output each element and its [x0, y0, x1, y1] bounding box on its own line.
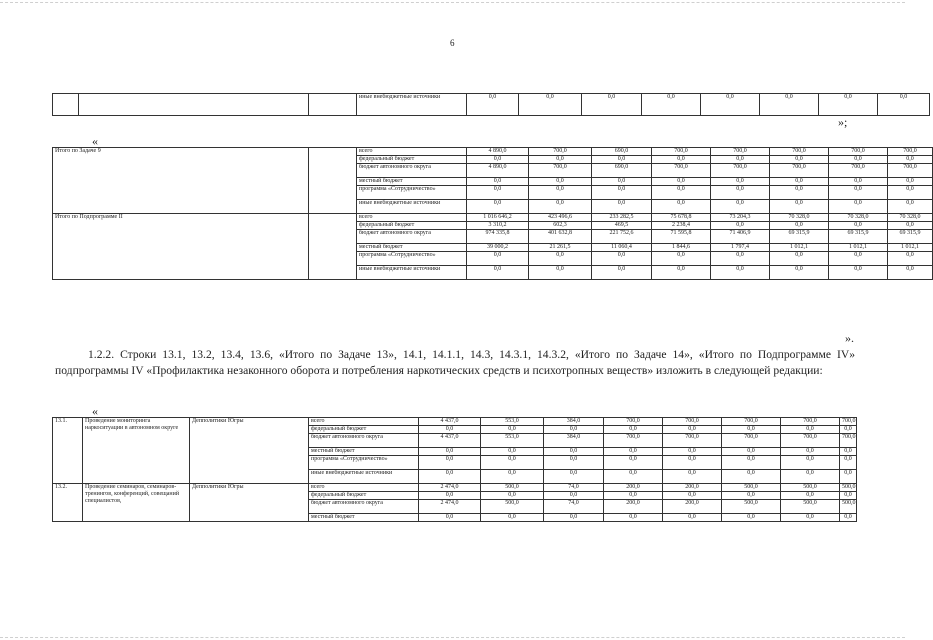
value-cell: 0,0 [652, 252, 711, 266]
row-label: программа «Сотрудничество» [309, 456, 419, 470]
value-cell: 0,0 [582, 94, 642, 116]
value-cell: 0,0 [544, 456, 604, 470]
value-cell: 0,0 [878, 94, 930, 116]
value-cell: 0,0 [467, 200, 529, 214]
value-cell: 200,0 [604, 484, 663, 492]
value-cell: 0,0 [770, 266, 829, 280]
value-cell: 700,0 [770, 148, 829, 156]
value-cell: 233 282,5 [592, 214, 652, 222]
value-cell: 700,0 [711, 164, 770, 178]
value-cell: 0,0 [604, 470, 663, 484]
value-cell: 0,0 [711, 178, 770, 186]
value-cell: 0,0 [529, 200, 592, 214]
table-row [53, 484, 857, 492]
value-cell: 0,0 [711, 266, 770, 280]
value-cell: 0,0 [829, 252, 888, 266]
value-cell: 0,0 [781, 492, 840, 500]
value-cell: 2 474,0 [419, 484, 481, 492]
value-cell: 0,0 [888, 266, 933, 280]
value-cell: 0,0 [592, 266, 652, 280]
value-cell: 0,0 [840, 456, 857, 470]
value-cell: 0,0 [592, 178, 652, 186]
row-label: федеральный бюджет [357, 222, 467, 230]
row-label: всего [357, 214, 467, 222]
value-cell: 0,0 [652, 178, 711, 186]
cell-empty [79, 94, 309, 116]
row-label: программа «Сотрудничество» [357, 252, 467, 266]
group-name: Итого по Подпрограмме II [53, 214, 309, 280]
amendment-paragraph [55, 347, 855, 379]
activity-name: Проведение семинаров, семинаров-тренингов, конференций, совещаний специалистов, [83, 484, 190, 522]
value-cell: 700,0 [840, 418, 857, 426]
value-cell: 0,0 [419, 426, 481, 434]
value-cell: 2 238,4 [652, 222, 711, 230]
value-cell: 200,0 [663, 484, 722, 492]
value-cell: 0,0 [770, 200, 829, 214]
table-row [53, 214, 933, 222]
value-cell: 0,0 [419, 492, 481, 500]
row-label: местный бюджет [309, 514, 419, 522]
value-cell: 0,0 [711, 222, 770, 230]
value-cell: 0,0 [840, 426, 857, 434]
value-cell: 700,0 [652, 164, 711, 178]
row-label: местный бюджет [357, 244, 467, 252]
value-cell: 0,0 [711, 200, 770, 214]
opening-quote: « [92, 404, 98, 418]
value-cell: 69 315,9 [829, 230, 888, 244]
value-cell: 0,0 [592, 186, 652, 200]
value-cell: 0,0 [770, 252, 829, 266]
closing-quote: ». [845, 331, 854, 345]
value-cell: 11 060,4 [592, 244, 652, 252]
value-cell: 70 328,0 [888, 214, 933, 222]
value-cell: 0,0 [770, 222, 829, 230]
value-cell: 0,0 [829, 266, 888, 280]
value-cell: 0,0 [829, 222, 888, 230]
value-cell: 0,0 [781, 470, 840, 484]
value-cell: 1 012,1 [770, 244, 829, 252]
group-name: Итого по Задаче 9 [53, 148, 309, 214]
value-cell: 200,0 [604, 500, 663, 514]
value-cell: 0,0 [519, 94, 582, 116]
value-cell: 0,0 [467, 266, 529, 280]
page-number: 6 [450, 38, 455, 48]
value-cell: 4 437,0 [419, 418, 481, 426]
value-cell: 700,0 [888, 148, 933, 156]
value-cell: 3 310,2 [467, 222, 529, 230]
value-cell: 0,0 [663, 470, 722, 484]
value-cell: 0,0 [592, 252, 652, 266]
value-cell: 4 437,0 [419, 434, 481, 448]
value-cell: 700,0 [711, 148, 770, 156]
value-cell: 0,0 [722, 456, 781, 470]
value-cell: 0,0 [642, 94, 701, 116]
value-cell: 2 474,0 [419, 500, 481, 514]
value-cell: 0,0 [770, 186, 829, 200]
value-cell: 0,0 [888, 156, 933, 164]
value-cell: 0,0 [604, 426, 663, 434]
value-cell: 0,0 [663, 492, 722, 500]
value-cell: 1 797,4 [711, 244, 770, 252]
row-label: иные внебюджетные источники [357, 94, 467, 116]
value-cell: 0,0 [652, 266, 711, 280]
value-cell: 69 315,9 [770, 230, 829, 244]
value-cell: 1 016 646,2 [467, 214, 529, 222]
value-cell: 0,0 [711, 156, 770, 164]
value-cell: 700,0 [604, 434, 663, 448]
cell-empty [309, 148, 357, 214]
value-cell: 0,0 [888, 178, 933, 186]
paragraph-text: 1.2.2. Строки 13.1, 13.2, 13.4, 13.6, «Итого по Задаче 13», 14.1, 14.1.1, 14.3, 14.3.1, 14.3.2, «Итого по Задаче 14», «Итого по Подпрограмме IV» подпрограммы IV «Профилактика незаконного оборота и потребления наркотических средств и психотропных веществ» изложить в следующей редакции: [55, 348, 855, 377]
value-cell: 0,0 [529, 186, 592, 200]
value-cell: 974 335,8 [467, 230, 529, 244]
value-cell: 0,0 [544, 492, 604, 500]
value-cell: 384,0 [544, 434, 604, 448]
value-cell: 74,0 [544, 500, 604, 514]
value-cell: 1 012,1 [888, 244, 933, 252]
value-cell: 0,0 [604, 492, 663, 500]
value-cell: 700,0 [781, 434, 840, 448]
table-row [53, 418, 857, 426]
value-cell: 0,0 [663, 456, 722, 470]
value-cell: 0,0 [467, 156, 529, 164]
value-cell: 0,0 [701, 94, 760, 116]
value-cell: 700,0 [829, 148, 888, 156]
table-row [53, 148, 933, 156]
value-cell: 0,0 [481, 514, 544, 522]
value-cell: 0,0 [592, 200, 652, 214]
value-cell: 0,0 [467, 94, 519, 116]
value-cell: 0,0 [663, 448, 722, 456]
value-cell: 0,0 [829, 156, 888, 164]
value-cell: 0,0 [592, 156, 652, 164]
value-cell: 0,0 [652, 186, 711, 200]
value-cell: 0,0 [481, 426, 544, 434]
value-cell: 0,0 [840, 470, 857, 484]
value-cell: 700,0 [770, 164, 829, 178]
value-cell: 700,0 [888, 164, 933, 178]
value-cell: 700,0 [840, 434, 857, 448]
row-label: федеральный бюджет [357, 156, 467, 164]
value-cell: 0,0 [829, 178, 888, 186]
value-cell: 0,0 [604, 456, 663, 470]
row-label: бюджет автономного округа [357, 230, 467, 244]
value-cell: 0,0 [781, 448, 840, 456]
value-cell: 0,0 [829, 200, 888, 214]
value-cell: 700,0 [663, 418, 722, 426]
value-cell: 423 496,6 [529, 214, 592, 222]
value-cell: 0,0 [888, 200, 933, 214]
value-cell: 0,0 [781, 456, 840, 470]
value-cell: 70 328,0 [829, 214, 888, 222]
value-cell: 0,0 [781, 426, 840, 434]
value-cell: 700,0 [722, 434, 781, 448]
value-cell: 70 328,0 [770, 214, 829, 222]
value-cell: 401 632,8 [529, 230, 592, 244]
value-cell: 0,0 [711, 186, 770, 200]
value-cell: 221 752,6 [592, 230, 652, 244]
value-cell: 71 595,8 [652, 230, 711, 244]
value-cell: 21 261,5 [529, 244, 592, 252]
value-cell: 0,0 [544, 514, 604, 522]
value-cell: 71 406,9 [711, 230, 770, 244]
value-cell: 0,0 [529, 266, 592, 280]
value-cell: 4 890,0 [467, 164, 529, 178]
value-cell: 500,0 [722, 484, 781, 492]
value-cell: 0,0 [529, 178, 592, 186]
value-cell: 700,0 [604, 418, 663, 426]
value-cell: 0,0 [481, 448, 544, 456]
value-cell: 0,0 [652, 156, 711, 164]
executor: Депполитики Югры [190, 484, 309, 522]
scan-top-edge [0, 2, 905, 9]
row-label: иные внебюджетные источники [309, 470, 419, 484]
value-cell: 0,0 [840, 448, 857, 456]
value-cell: 700,0 [529, 164, 592, 178]
value-cell: 500,0 [781, 500, 840, 514]
value-cell: 0,0 [888, 252, 933, 266]
value-cell: 39 000,2 [467, 244, 529, 252]
value-cell: 0,0 [722, 492, 781, 500]
value-cell: 1 012,1 [829, 244, 888, 252]
value-cell: 500,0 [481, 484, 544, 492]
value-cell: 0,0 [604, 448, 663, 456]
value-cell: 700,0 [663, 434, 722, 448]
row-label: всего [357, 148, 467, 156]
value-cell: 0,0 [467, 186, 529, 200]
value-cell: 0,0 [481, 470, 544, 484]
value-cell: 0,0 [663, 514, 722, 522]
value-cell: 0,0 [467, 178, 529, 186]
value-cell: 0,0 [840, 492, 857, 500]
value-cell: 500,0 [840, 484, 857, 492]
totals-table [52, 147, 933, 280]
value-cell: 0,0 [722, 426, 781, 434]
value-cell: 500,0 [781, 484, 840, 492]
value-cell: 500,0 [481, 500, 544, 514]
row-label: всего [309, 418, 419, 426]
cell-empty [53, 94, 79, 116]
value-cell: 0,0 [652, 200, 711, 214]
row-number: 13.1. [53, 418, 83, 484]
value-cell: 700,0 [652, 148, 711, 156]
value-cell: 690,0 [592, 164, 652, 178]
scan-bottom-edge [0, 633, 905, 638]
activities-table [52, 417, 857, 522]
value-cell: 500,0 [722, 500, 781, 514]
value-cell: 0,0 [760, 94, 819, 116]
value-cell: 0,0 [888, 222, 933, 230]
value-cell: 0,0 [770, 156, 829, 164]
row-label: федеральный бюджет [309, 492, 419, 500]
value-cell: 0,0 [544, 470, 604, 484]
value-cell: 0,0 [467, 252, 529, 266]
value-cell: 73 204,3 [711, 214, 770, 222]
value-cell: 0,0 [840, 514, 857, 522]
value-cell: 75 678,8 [652, 214, 711, 222]
row-label: местный бюджет [309, 448, 419, 456]
value-cell: 500,0 [840, 500, 857, 514]
value-cell: 0,0 [829, 186, 888, 200]
table-row [53, 94, 930, 116]
value-cell: 0,0 [604, 514, 663, 522]
value-cell: 690,0 [592, 148, 652, 156]
row-number: 13.2. [53, 484, 83, 522]
value-cell: 700,0 [529, 148, 592, 156]
row-label: бюджет автономного округа [357, 164, 467, 178]
value-cell: 0,0 [722, 470, 781, 484]
row-label: бюджет автономного округа [309, 500, 419, 514]
row-label: иные внебюджетные источники [357, 266, 467, 280]
value-cell: 469,5 [592, 222, 652, 230]
value-cell: 700,0 [781, 418, 840, 426]
value-cell: 0,0 [481, 456, 544, 470]
value-cell: 0,0 [888, 186, 933, 200]
closing-quote: »; [838, 115, 848, 129]
value-cell: 0,0 [529, 156, 592, 164]
value-cell: 700,0 [722, 418, 781, 426]
value-cell: 700,0 [829, 164, 888, 178]
executor: Депполитики Югры [190, 418, 309, 484]
row-label: федеральный бюджет [309, 426, 419, 434]
value-cell: 0,0 [711, 252, 770, 266]
opening-quote: « [92, 134, 98, 148]
value-cell: 200,0 [663, 500, 722, 514]
value-cell: 0,0 [481, 492, 544, 500]
value-cell: 0,0 [663, 426, 722, 434]
top-table-fragment [52, 93, 930, 116]
value-cell: 0,0 [770, 178, 829, 186]
value-cell: 0,0 [419, 514, 481, 522]
value-cell: 384,0 [544, 418, 604, 426]
value-cell: 4 890,0 [467, 148, 529, 156]
value-cell: 602,3 [529, 222, 592, 230]
value-cell: 553,0 [481, 418, 544, 426]
value-cell: 0,0 [544, 426, 604, 434]
value-cell: 0,0 [419, 448, 481, 456]
row-label: местный бюджет [357, 178, 467, 186]
row-label: бюджет автономного округа [309, 434, 419, 448]
row-label: программа «Сотрудничество» [357, 186, 467, 200]
value-cell: 0,0 [529, 252, 592, 266]
value-cell: 0,0 [781, 514, 840, 522]
value-cell: 0,0 [722, 448, 781, 456]
value-cell: 0,0 [544, 448, 604, 456]
value-cell: 0,0 [819, 94, 878, 116]
cell-empty [309, 94, 357, 116]
row-label: всего [309, 484, 419, 492]
activity-name: Проведение мониторинга наркоситуации в автономном округе [83, 418, 190, 484]
value-cell: 553,0 [481, 434, 544, 448]
value-cell: 0,0 [419, 470, 481, 484]
value-cell: 0,0 [722, 514, 781, 522]
value-cell: 69 315,9 [888, 230, 933, 244]
value-cell: 1 844,6 [652, 244, 711, 252]
value-cell: 74,0 [544, 484, 604, 492]
cell-empty [309, 214, 357, 280]
value-cell: 0,0 [419, 456, 481, 470]
row-label: иные внебюджетные источники [357, 200, 467, 214]
